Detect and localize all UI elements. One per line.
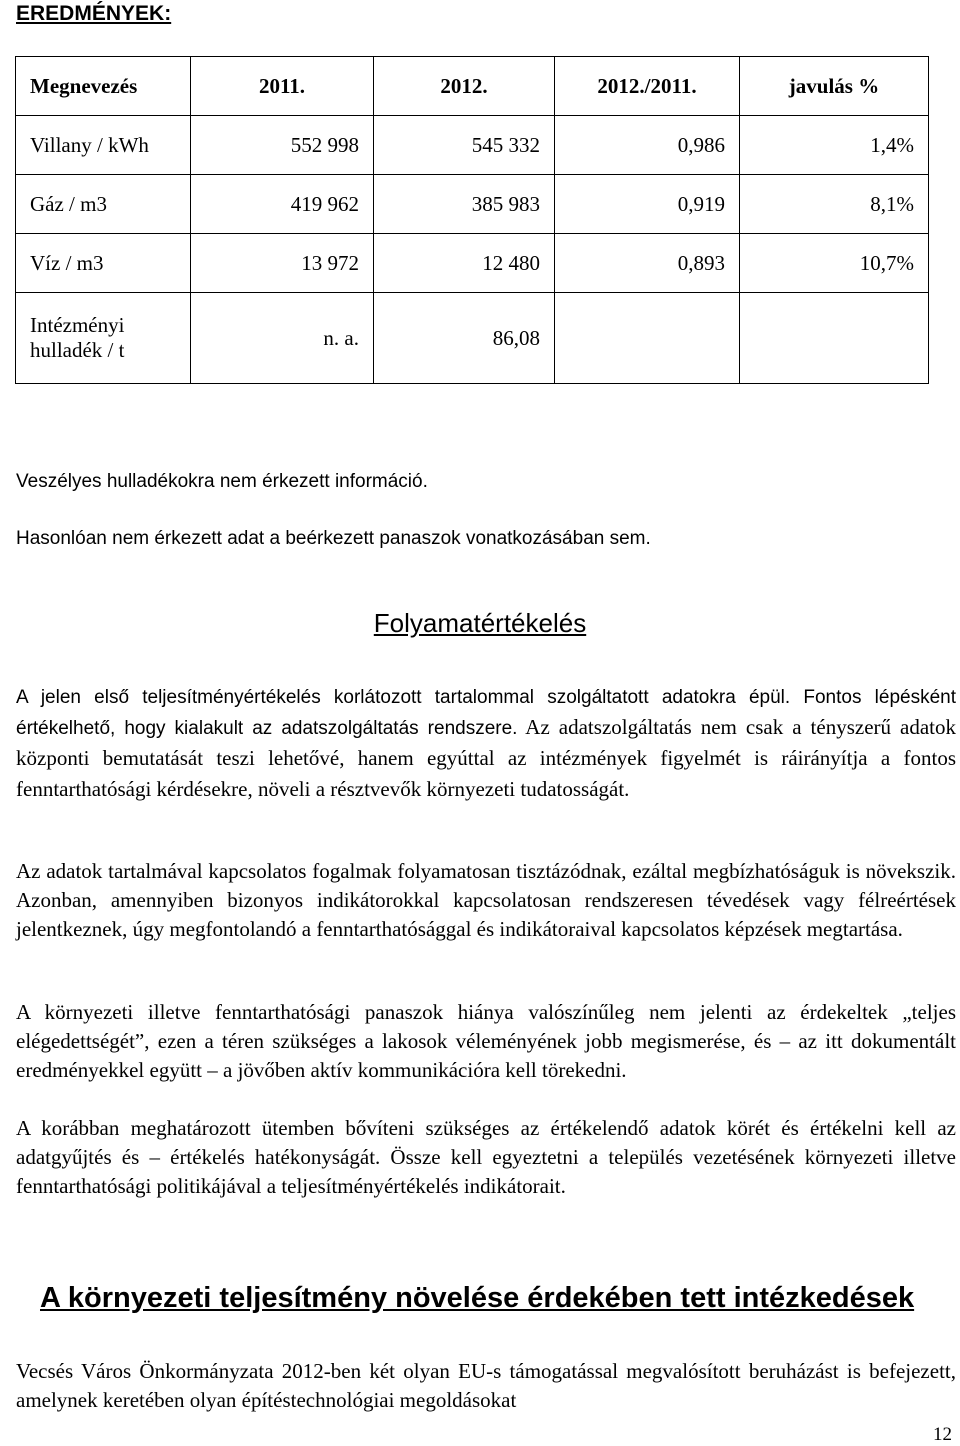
table-cell <box>555 293 740 384</box>
table-cell: 0,986 <box>555 116 740 175</box>
table-cell: 1,4% <box>740 116 929 175</box>
section-label: EREDMÉNYEK: <box>16 2 172 25</box>
table-header-cell: Megnevezés <box>16 57 191 116</box>
table-cell: Intézményi hulladék / t <box>16 293 191 384</box>
page-number: 12 <box>933 1424 952 1445</box>
note-complaints: Hasonlóan nem érkezett adat a beérkezett panaszok vonatkozásában sem. <box>16 528 651 549</box>
table-header-cell: 2011. <box>191 57 374 116</box>
note-hazardous-waste: Veszélyes hulladékokra nem érkezett információ. <box>16 471 428 492</box>
table-row <box>16 175 929 234</box>
paragraph-1 <box>16 683 956 806</box>
table-header-row <box>16 57 929 116</box>
table-cell: 8,1% <box>740 175 929 234</box>
paragraph-2: Az adatok tartalmával kapcsolatos fogalmak folyamatosan tisztázódnak, ezáltal megbízhatóságuk is növekszik. Azonban, amennyiben bizonyos indikátorokkal kapcsolatosan rendszeresen tévedések vagy félreértések jelentkeznek, úgy megfontolandó a fenntarthatósággal és indikátoraival kapcsolatos képzések megtartása. <box>16 859 956 941</box>
table-cell: 419 962 <box>191 175 374 234</box>
table-header-cell: javulás % <box>740 57 929 116</box>
table-row <box>16 234 929 293</box>
subtitle-process-evaluation: Folyamatértékelés <box>373 608 587 638</box>
table-cell: 86,08 <box>374 293 555 384</box>
table-row <box>16 116 929 175</box>
section-heading-measures: A környezeti teljesítmény növelése érdekében tett intézkedések <box>40 1282 915 1314</box>
table-cell: Gáz / m3 <box>16 175 191 234</box>
paragraph-4: A korábban meghatározott ütemben bővíteni szükséges az értékelendő adatok körét és értékelni kell az adatgyűjtés és – értékelés hatékonyságát. Össze kell egyeztetni a település vezetésének környezeti illetve fenntarthatósági politikájával a teljesítményértékelés indikátorait. <box>16 1116 956 1198</box>
table-cell: n. a. <box>191 293 374 384</box>
table-header-cell: 2012./2011. <box>555 57 740 116</box>
paragraph-1-sans: A jelen első teljesítményértékelés korlátozott tartalommal szolgáltatott adatokra épül. Fontos lépésként értékelhető, hogy kialakult az adatszolgáltatás rendszere. <box>16 687 956 739</box>
table-cell: 0,919 <box>555 175 740 234</box>
table-header-cell: 2012. <box>374 57 555 116</box>
table-row <box>16 293 929 384</box>
table-cell: Víz / m3 <box>16 234 191 293</box>
table-cell: 552 998 <box>191 116 374 175</box>
table-cell: 0,893 <box>555 234 740 293</box>
table-cell: 10,7% <box>740 234 929 293</box>
results-table <box>15 56 929 384</box>
table-cell: Villany / kWh <box>16 116 191 175</box>
table-cell: 385 983 <box>374 175 555 234</box>
table-cell: 12 480 <box>374 234 555 293</box>
paragraph-3: A környezeti illetve fenntarthatósági panaszok hiánya valószínűleg nem jelenti az érdekeltek „teljes elégedettségét”, ezen a téren szükséges a lakosok véleményének jobb megismerése, és – az itt dokumentált eredményekkel együtt – a jövőben aktív kommunikációra kell törekedni. <box>16 1000 956 1082</box>
table-cell: 545 332 <box>374 116 555 175</box>
table-cell: 13 972 <box>191 234 374 293</box>
table-cell <box>740 293 929 384</box>
paragraph-5: Vecsés Város Önkormányzata 2012-ben két olyan EU-s támogatással megvalósított beruházást is befejezett, amelynek keretében olyan építéstechnológiai megoldásokat <box>16 1359 956 1412</box>
paragraph-1-serif: Az adatszolgáltatás nem csak a tényszerű adatok központi bemutatását teszi lehetővé, hanem egyúttal az intézmények figyelmét is ráirányítja a fontos fenntarthatósági kérdésekre, növeli a résztvevők környezeti tudatosságát. <box>16 715 956 801</box>
